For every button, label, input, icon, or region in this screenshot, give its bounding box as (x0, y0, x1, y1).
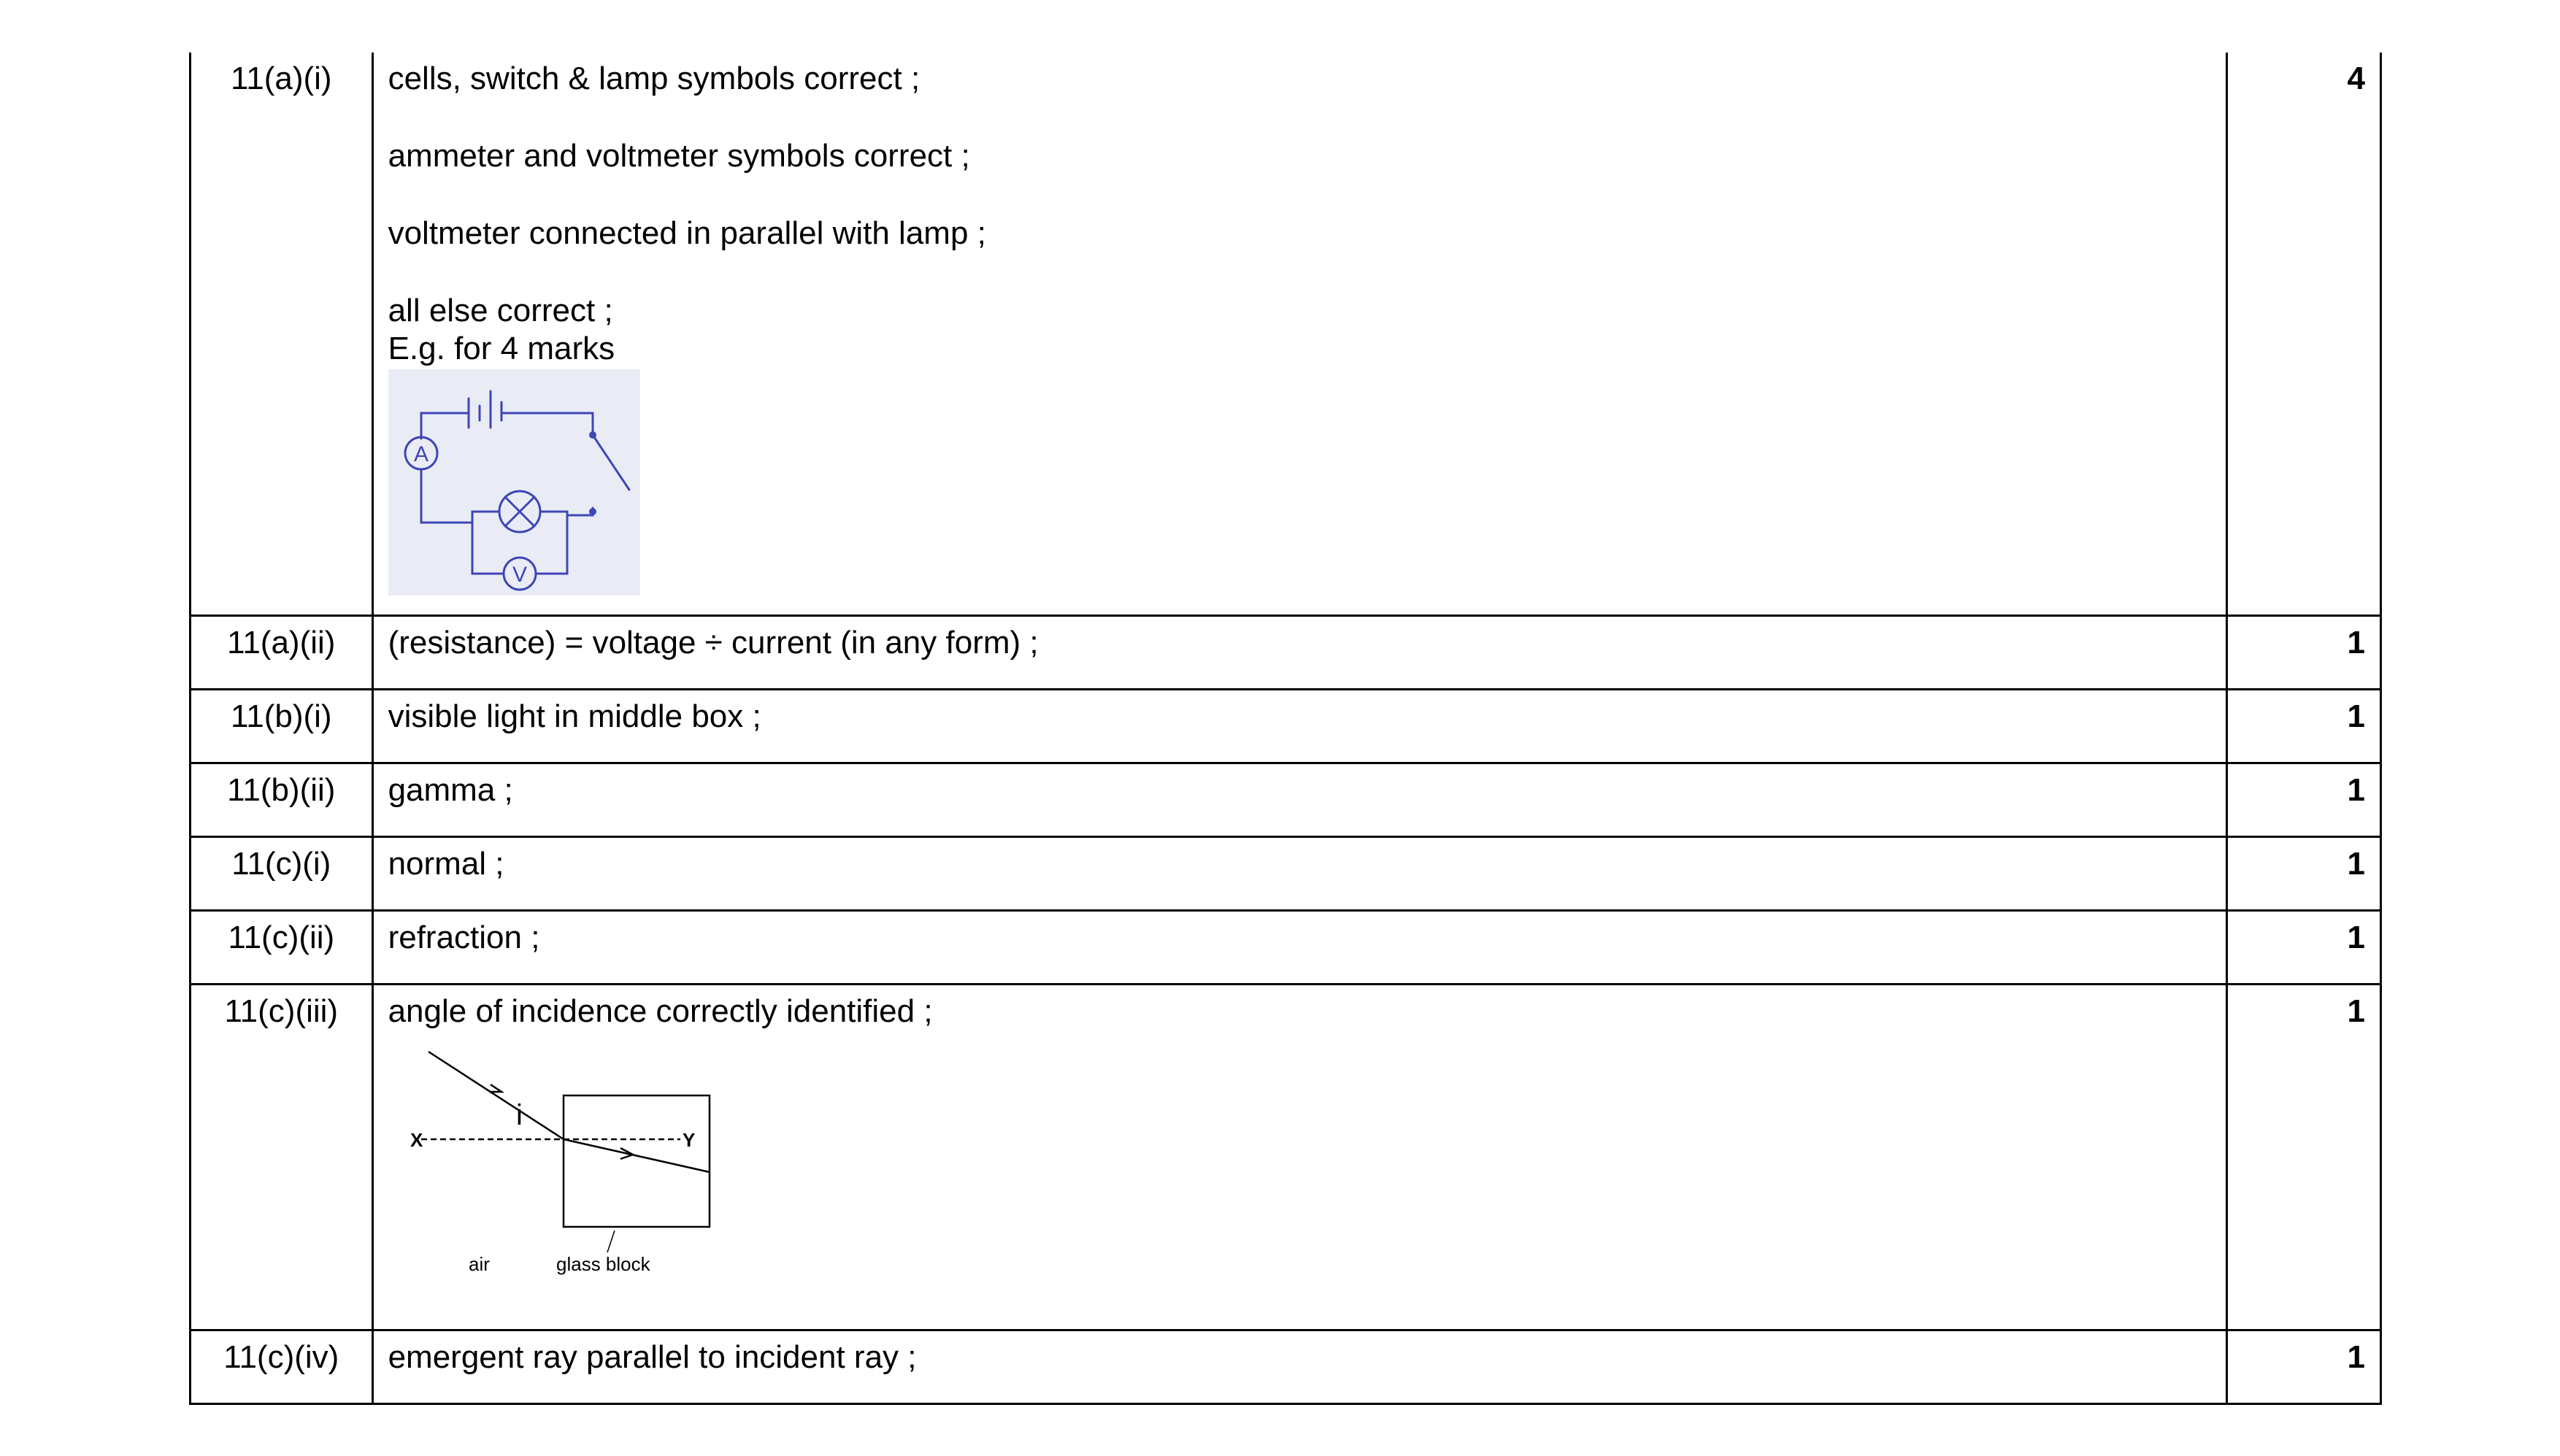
table-row (191, 763, 2381, 836)
question-number: 11(b)(i) (191, 689, 373, 763)
answer-line: normal ; (388, 845, 504, 882)
circuit-diagram (388, 369, 640, 596)
answer-line: voltmeter connected in parallel with lamp ; (388, 215, 986, 251)
voltmeter-label: V (512, 563, 527, 587)
question-number: 11(a)(i) (191, 53, 373, 615)
answer-cell (372, 984, 2226, 1330)
answer-cell (372, 763, 2226, 836)
answer-line: (resistance) = voltage ÷ current (in any form) ; (388, 624, 1039, 660)
mark-scheme-table (189, 53, 2382, 1405)
answer-line: angle of incidence correctly identified ; (388, 993, 933, 1029)
switch-contact (589, 431, 596, 439)
table-row (191, 53, 2381, 615)
table-row (191, 910, 2381, 984)
table-row (191, 689, 2381, 763)
marks-cell: 1 (2226, 615, 2381, 689)
refraction-diagram (388, 1033, 731, 1303)
question-number: 11(c)(i) (191, 836, 373, 910)
label-air: air (468, 1252, 490, 1275)
label-y: Y (682, 1128, 695, 1151)
answer-line: ammeter and voltmeter symbols correct ; (388, 138, 970, 174)
table-row (191, 1330, 2381, 1403)
incident-ray (428, 1052, 564, 1139)
table-row (191, 984, 2381, 1330)
label-angle-i: i (515, 1098, 523, 1131)
answer-cell (372, 836, 2226, 910)
question-number: 11(b)(ii) (191, 763, 373, 836)
marks-cell: 1 (2226, 763, 2381, 836)
switch-contact (589, 508, 596, 515)
answer-line: emergent ray parallel to incident ray ; (388, 1338, 917, 1375)
answer-line: refraction ; (388, 919, 540, 955)
answer-line: visible light in middle box ; (388, 698, 761, 734)
question-number: 11(a)(ii) (191, 615, 373, 689)
question-number: 11(c)(iv) (191, 1330, 373, 1403)
answer-cell (372, 615, 2226, 689)
glass-block (564, 1095, 710, 1227)
refraction-lines (421, 1052, 710, 1252)
ammeter-label: A (413, 442, 428, 466)
marks-cell: 4 (2226, 53, 2381, 615)
answer-line: cells, switch & lamp symbols correct ; (388, 61, 920, 96)
marks-cell: 1 (2226, 1330, 2381, 1403)
marks-cell: 1 (2226, 910, 2381, 984)
label-x: X (410, 1128, 423, 1151)
label-glass-block: glass block (556, 1252, 650, 1275)
answer-line: gamma ; (388, 771, 513, 808)
answer-cell (372, 1330, 2226, 1403)
diagram-background (388, 369, 640, 596)
question-number: 11(c)(ii) (191, 910, 373, 984)
table-row (191, 836, 2381, 910)
answer-cell (372, 689, 2226, 763)
arrow-head (489, 1085, 501, 1092)
marks-cell: 1 (2226, 689, 2381, 763)
table-row (191, 615, 2381, 689)
marks-cell: 1 (2226, 984, 2381, 1330)
answer-line: all else correct ; (388, 293, 613, 328)
question-number: 11(c)(iii) (191, 984, 373, 1330)
marks-cell: 1 (2226, 836, 2381, 910)
answer-cell (372, 910, 2226, 984)
answer-line: E.g. for 4 marks (388, 331, 615, 366)
answer-cell (372, 53, 2226, 615)
